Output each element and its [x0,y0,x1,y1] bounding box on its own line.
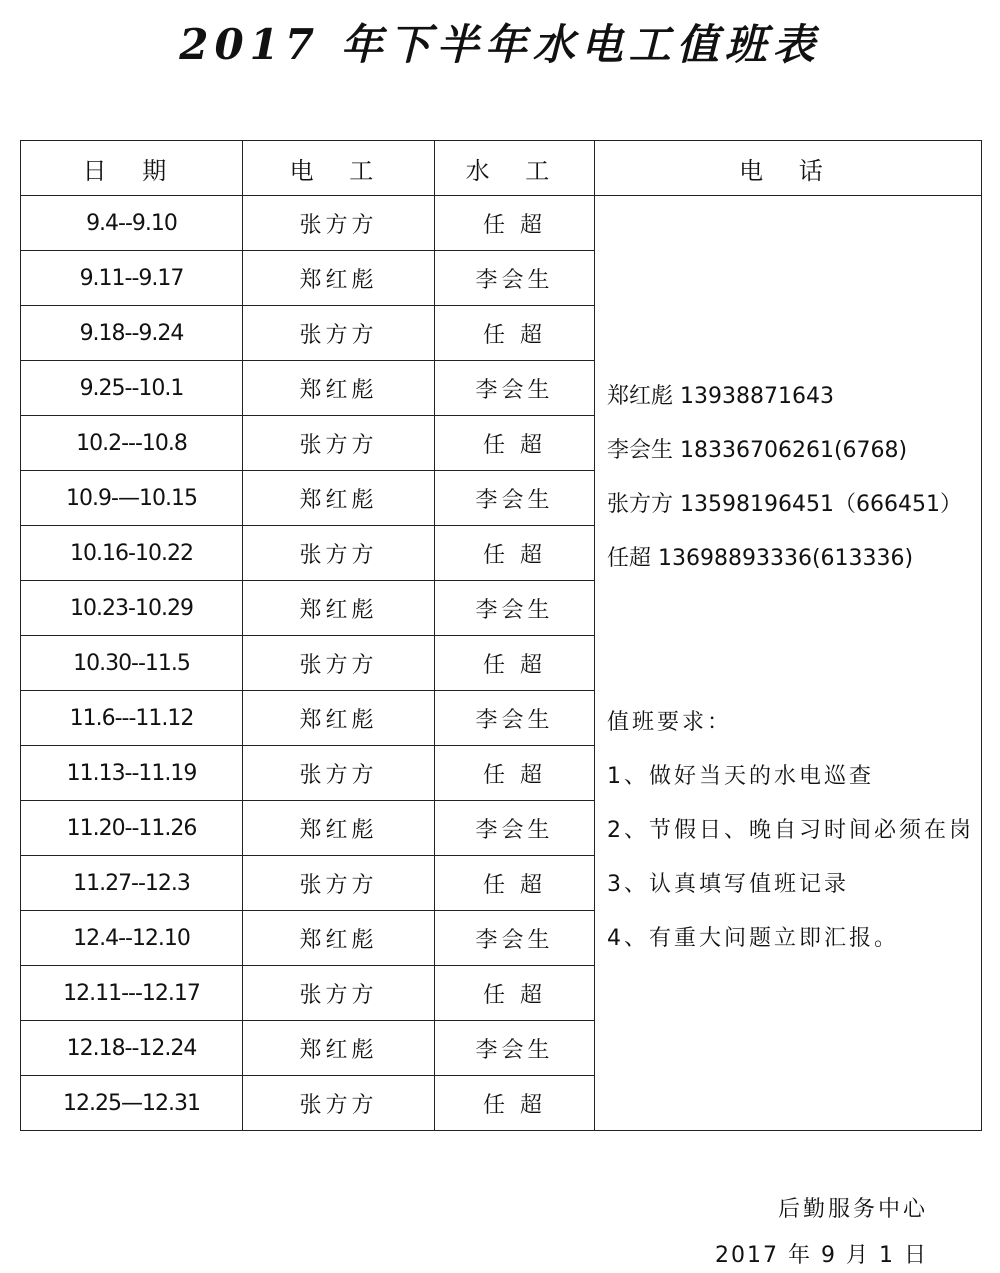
electrician-cell: 郑红彪 [243,361,435,416]
table-header-row [21,141,982,196]
electrician-cell: 郑红彪 [243,581,435,636]
page-title: 2017 年下半年水电工值班表 [179,20,821,69]
date-cell: 10.23-10.29 [21,581,243,636]
plumber-cell: 任 超 [435,636,595,691]
plumber-cell: 任 超 [435,196,595,251]
header-date: 日 期 [21,141,243,196]
electrician-cell: 张方方 [243,636,435,691]
date-cell: 11.27--12.3 [21,856,243,911]
plumber-cell: 李会生 [435,581,595,636]
requirements [607,708,974,978]
electrician-cell: 郑红彪 [243,251,435,306]
electrician-cell: 郑红彪 [243,801,435,856]
phone-entry: 李会生 18336706261(6768) [607,438,908,463]
plumber-cell: 李会生 [435,361,595,416]
date-cell: 11.13--11.19 [21,746,243,801]
electrician-cell: 郑红彪 [243,911,435,966]
date-cell: 9.18--9.24 [21,306,243,361]
date-cell: 10.2---10.8 [21,416,243,471]
date-cell: 12.18--12.24 [21,1021,243,1076]
electrician-cell: 张方方 [243,306,435,361]
electrician-cell: 张方方 [243,1076,435,1131]
plumber-cell: 任 超 [435,746,595,801]
plumber-cell: 任 超 [435,966,595,1021]
plumber-cell: 李会生 [435,911,595,966]
date-cell: 12.4--12.10 [21,911,243,966]
plumber-cell: 任 超 [435,856,595,911]
phone-entry: 任超 13698893336(613336) [607,546,914,571]
info-cell [595,196,982,1131]
date-cell: 9.4--9.10 [21,196,243,251]
plumber-cell: 李会生 [435,251,595,306]
date-cell: 10.9-—10.15 [21,471,243,526]
date-cell: 11.6---11.12 [21,691,243,746]
date-cell: 10.30--11.5 [21,636,243,691]
plumber-cell: 李会生 [435,1021,595,1076]
date-cell: 9.25--10.1 [21,361,243,416]
plumber-cell: 李会生 [435,471,595,526]
electrician-cell: 张方方 [243,746,435,801]
requirements-heading: 值班要求： [607,710,733,735]
requirement-item: 3、认真填写值班记录 [607,872,849,897]
electrician-cell: 张方方 [243,966,435,1021]
duty-table-body [21,196,982,1131]
electrician-cell: 郑红彪 [243,471,435,526]
requirement-item: 4、有重大问题立即汇报。 [607,926,899,951]
requirement-item: 2、节假日、晚自习时间必须在岗 [607,818,974,843]
table-row [21,196,982,251]
footer-department: 后勤服务中心 [777,1197,928,1222]
plumber-cell: 李会生 [435,801,595,856]
date-cell: 11.20--11.26 [21,801,243,856]
electrician-cell: 张方方 [243,416,435,471]
electrician-cell: 郑红彪 [243,1021,435,1076]
duty-table [20,140,982,1131]
electrician-cell: 张方方 [243,856,435,911]
electrician-cell: 郑红彪 [243,691,435,746]
phone-entry: 郑红彪 13938871643 [607,384,834,409]
plumber-cell: 李会生 [435,691,595,746]
electrician-cell: 张方方 [243,196,435,251]
phone-entry: 张方方 13598196451（666451） [607,492,962,517]
footer-date: 2017 年 9 月 1 日 [715,1243,928,1268]
header-plumber: 水 工 [435,141,595,196]
plumber-cell: 任 超 [435,416,595,471]
plumber-cell: 任 超 [435,526,595,581]
date-cell: 12.25—12.31 [21,1076,243,1131]
date-cell: 10.16-10.22 [21,526,243,581]
date-cell: 12.11---12.17 [21,966,243,1021]
phone-list [607,382,962,598]
plumber-cell: 任 超 [435,1076,595,1131]
header-phone: 电 话 [595,141,982,196]
plumber-cell: 任 超 [435,306,595,361]
requirement-item: 1、做好当天的水电巡查 [607,764,874,789]
electrician-cell: 张方方 [243,526,435,581]
header-electrician: 电 工 [243,141,435,196]
date-cell: 9.11--9.17 [21,251,243,306]
